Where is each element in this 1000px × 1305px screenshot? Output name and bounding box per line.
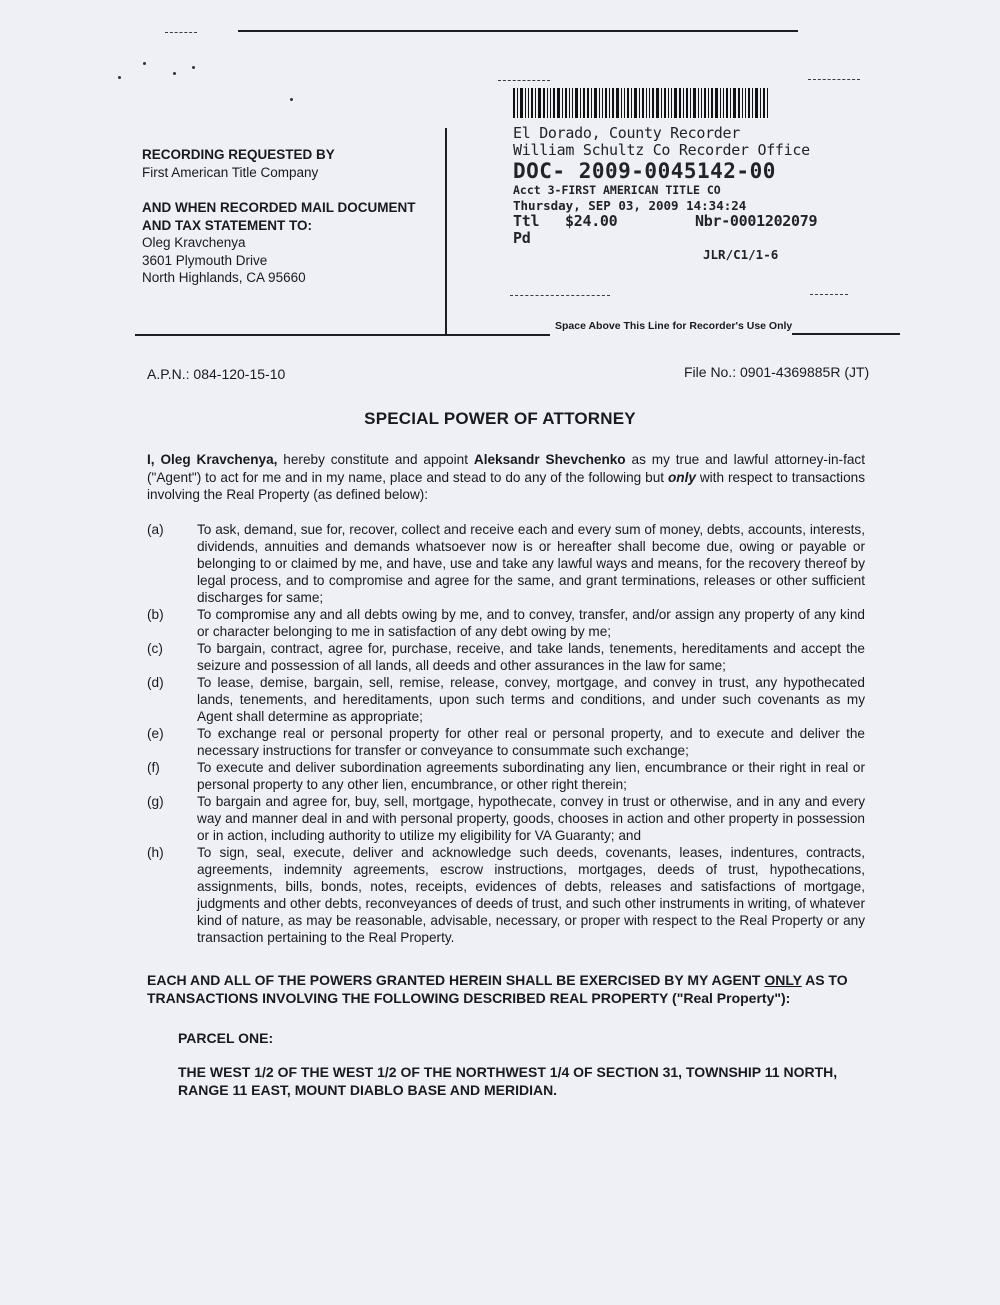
agent-name: Aleksandr Shevchenko — [473, 452, 626, 467]
powers-part1: EACH AND ALL OF THE POWERS GRANTED HEREIN SHALL BE EXERCISED BY MY AGENT — [147, 972, 765, 988]
barcode-bar — [726, 88, 728, 118]
header-bottom-rule-left — [135, 334, 550, 336]
list-item-letter: (d) — [147, 675, 164, 690]
barcode-bar — [634, 88, 637, 118]
barcode-bar — [525, 88, 526, 118]
barcode-bar — [711, 88, 713, 118]
barcode-bar — [745, 88, 746, 118]
barcode-bar — [575, 88, 578, 118]
list-item-text: To compromise any and all debts owing by me, and to convey, transfer, and/or assign any property of any kind or character belonging to me in satisfaction of any debt owing by me; — [197, 607, 865, 639]
list-item-text: To exchange real or personal property for other real or personal property, and to execute and deliver the necessary instructions for transfer or conveyance to consummate such exchange; — [197, 726, 865, 758]
list-item-text: To bargain and agree for, buy, sell, mortgage, hypothecate, convey in trust or otherwise, and in any and every way and manner deal in and with personal property, goods, chooses in action and other property in possession or in action, including authority to utilize my eligibility for VA Guaranty; and — [197, 794, 865, 843]
barcode-bar — [646, 88, 647, 118]
list-item-letter: (b) — [147, 607, 164, 622]
speck — [290, 98, 293, 101]
barcode-bar — [565, 88, 567, 118]
barcode-bar — [591, 88, 592, 118]
barcode-bar — [738, 88, 740, 118]
barcode-bar — [513, 88, 515, 118]
barcode-bar — [642, 88, 644, 118]
speck — [173, 72, 176, 75]
barcode-bar — [605, 88, 607, 118]
barcode-bar — [708, 88, 709, 118]
barcode-bar — [528, 88, 529, 118]
recorder-nbr: Nbr-0001202079 — [695, 212, 818, 230]
barcode-bar — [715, 88, 718, 118]
recording-requested-company: First American Title Company — [142, 164, 319, 180]
barcode-bar — [661, 88, 662, 118]
mail-to-city: North Highlands, CA 95660 — [142, 270, 306, 285]
list-item-text: To lease, demise, bargain, sell, remise, release, convey, mortgage, and convey in trust, any hypothecated lands, tenements, and hereditaments, upon such terms and conditions, and under such covenants as my Agent shall determine as appropriate; — [197, 675, 865, 724]
barcode-bar — [723, 88, 724, 118]
barcode-bar — [517, 88, 518, 118]
barcode-bar — [543, 88, 545, 118]
intro-only: only — [667, 469, 696, 485]
barcode-bar — [763, 88, 765, 118]
barcode-bar — [538, 88, 541, 118]
list-item-letter: (f) — [147, 760, 160, 775]
apn: A.P.N.: 084-120-15-10 — [147, 366, 286, 382]
barcode-bar — [599, 88, 600, 118]
speck — [192, 66, 195, 69]
barcode-bar — [679, 88, 681, 118]
speck — [118, 76, 121, 79]
barcode-bar — [755, 88, 758, 118]
barcode-bar — [616, 88, 619, 118]
barcode-bar — [583, 88, 585, 118]
barcode-bar — [624, 88, 625, 118]
barcode-bar — [704, 88, 706, 118]
barcode-bar — [683, 88, 684, 118]
barcode-bar — [520, 88, 523, 118]
recorder-datetime: Thursday, SEP 03, 2009 14:34:24 — [513, 198, 747, 213]
parcel-description: THE WEST 1/2 OF THE WEST 1/2 OF THE NORTHWEST 1/4 OF SECTION 31, TOWNSHIP 11 NORTH, RANGE 11 EAST, MOUNT DIABLO BASE AND MERIDIAN. — [178, 1064, 838, 1098]
barcode-bar — [562, 88, 563, 118]
barcode-bar — [602, 88, 603, 118]
list-item-letter: (a) — [147, 522, 164, 537]
list-item — [147, 844, 865, 946]
header-vertical-divider — [445, 128, 447, 336]
list-item-letter: (c) — [147, 641, 163, 656]
barcode-bar — [748, 88, 750, 118]
barcode-bar — [631, 88, 632, 118]
barcode-bar — [627, 88, 629, 118]
speck — [143, 62, 146, 65]
header-bottom-rule-right — [792, 333, 900, 335]
barcode-bar — [550, 88, 551, 118]
list-item — [147, 606, 865, 640]
powers-part2: AS TO TRANSACTIONS INVOLVING THE FOLLOWING DESCRIBED REAL PROPERTY ("Real Property"): — [147, 972, 848, 1006]
barcode-bar — [690, 88, 691, 118]
intro-part3: with respect to transactions involving the Real Property (as defined below): — [147, 469, 865, 502]
barcode-bar — [720, 88, 721, 118]
barcode-bar — [649, 88, 650, 118]
barcode-bar — [547, 88, 548, 118]
recorder-line1: El Dorado, County Recorder — [513, 124, 741, 142]
list-item — [147, 640, 865, 674]
barcode-bar — [580, 88, 581, 118]
barcode-bar — [752, 88, 753, 118]
barcode-bar — [557, 88, 560, 118]
barcode-bar — [553, 88, 555, 118]
recorder-payment-row — [513, 213, 843, 247]
recorder-acct: Acct 3-FIRST AMERICAN TITLE CO — [513, 183, 721, 197]
barcode-bar — [612, 88, 614, 118]
top-dash-left — [165, 32, 197, 33]
barcode-bar — [664, 88, 666, 118]
top-rule — [238, 30, 798, 32]
powers-only: ONLY — [764, 972, 802, 988]
list-item-letter: (g) — [147, 794, 164, 809]
ttl-pd-amount: $24.00 — [565, 212, 618, 230]
intro-part1: hereby constitute and appoint — [277, 452, 474, 467]
document-title: SPECIAL POWER OF ATTORNEY — [364, 409, 636, 428]
grantor-name: I, Oleg Kravchenya, — [147, 452, 278, 467]
space-above-note: Space Above This Line for Recorder's Use Only — [555, 320, 793, 332]
recorder-dash-bottom-right — [810, 294, 848, 295]
list-item — [147, 521, 865, 606]
barcode-bar — [587, 88, 589, 118]
mail-to-heading-line2: AND TAX STATEMENT TO: — [142, 217, 312, 233]
recorder-dash-top-right — [808, 79, 860, 80]
list-item — [147, 725, 865, 759]
barcode-bar — [656, 88, 659, 118]
barcode-bar — [733, 88, 736, 118]
mail-to-name: Oleg Kravchenya — [142, 235, 246, 250]
barcode-bar — [621, 88, 622, 118]
list-item-text: To execute and deliver subordination agreements subordinating any lien, encumbrance or their right in real or personal property to any other lien, encumbrance, or other right therein; — [197, 760, 865, 792]
list-item-text: To ask, demand, sue for, recover, collect and receive each and every sum of money, debts, accounts, interests, dividends, annuities and demands whatsoever now is or hereafter shall become due, owing or payable or belonging to or claimed by me, and have, use and take any lawful ways and means, for the recovery thereof by legal process, and to compromise and agree for the same, and grant terminations, releases or other sufficient discharges for same; — [197, 522, 865, 605]
list-item-letter: (e) — [147, 726, 164, 741]
intro-paragraph — [147, 451, 865, 504]
powers-statement — [147, 971, 865, 1007]
powers-list — [147, 521, 865, 946]
barcode-bar — [569, 88, 570, 118]
barcode-bar — [652, 88, 654, 118]
recording-requested-heading: RECORDING REQUESTED BY — [142, 147, 335, 162]
list-item — [147, 759, 865, 793]
barcode-bar — [674, 88, 677, 118]
list-item — [147, 793, 865, 844]
mail-to-street: 3601 Plymouth Drive — [142, 252, 268, 268]
barcode-bar — [742, 88, 743, 118]
list-item-letter: (h) — [147, 845, 164, 860]
barcode-bar — [609, 88, 610, 118]
recorder-dash-top — [498, 80, 550, 81]
intro-part2: as my true and lawful attorney-in-fact ("Agent") to act for me and in my name, place and stead to do any of the following but — [147, 452, 865, 485]
barcode-bar — [531, 88, 533, 118]
barcode-bar — [668, 88, 669, 118]
barcode-bar — [572, 88, 573, 118]
barcode — [513, 88, 799, 118]
recorder-dash-bottom — [510, 295, 610, 296]
barcode-bar — [594, 88, 597, 118]
parcel-label: PARCEL ONE: — [178, 1030, 274, 1046]
barcode-bar — [671, 88, 672, 118]
recorder-line2: William Schultz Co Recorder Office — [513, 141, 810, 159]
barcode-bar — [686, 88, 688, 118]
recording-requested-block — [142, 146, 442, 287]
doc-number: DOC- 2009-0045142-00 — [513, 159, 776, 183]
mail-to-heading-line1: AND WHEN RECORDED MAIL DOCUMENT — [142, 200, 416, 215]
list-item-text: To bargain, contract, agree for, purchase, receive, and take lands, tenements, hereditaments and accept the seizure and possession of all lands, all deeds and other assurances in the law for same; — [197, 641, 865, 673]
recorder-ref: JLR/C1/1-6 — [703, 247, 779, 262]
barcode-bar — [760, 88, 761, 118]
ttl-pd-label: Ttl Pd — [513, 212, 540, 247]
recorder-stamp — [513, 125, 843, 262]
file-number: File No.: 0901-4369885R (JT) — [684, 364, 870, 380]
barcode-bar — [701, 88, 702, 118]
barcode-bar — [693, 88, 696, 118]
barcode-bar — [730, 88, 731, 118]
list-item-text: To sign, seal, execute, deliver and acknowledge such deeds, covenants, leases, indentures, contracts, agreements, indemnity agreements, escrow instructions, mortgages, deeds of trust, hypothecations, assignments, bills, bonds, notes, receipts, evidences of debts, releases and satisfactions of mortgage, judgments and other debts, reconveyances of deeds of trust, and such other instruments in writing, of whatever kind of nature, as may be reasonable, advisable, necessary, or proper with respect to the Real Property or any transaction pertaining to the Real Property. — [197, 845, 865, 945]
barcode-bar — [767, 88, 768, 118]
barcode-bar — [698, 88, 699, 118]
barcode-bar — [639, 88, 640, 118]
list-item — [147, 674, 865, 725]
barcode-bar — [535, 88, 536, 118]
